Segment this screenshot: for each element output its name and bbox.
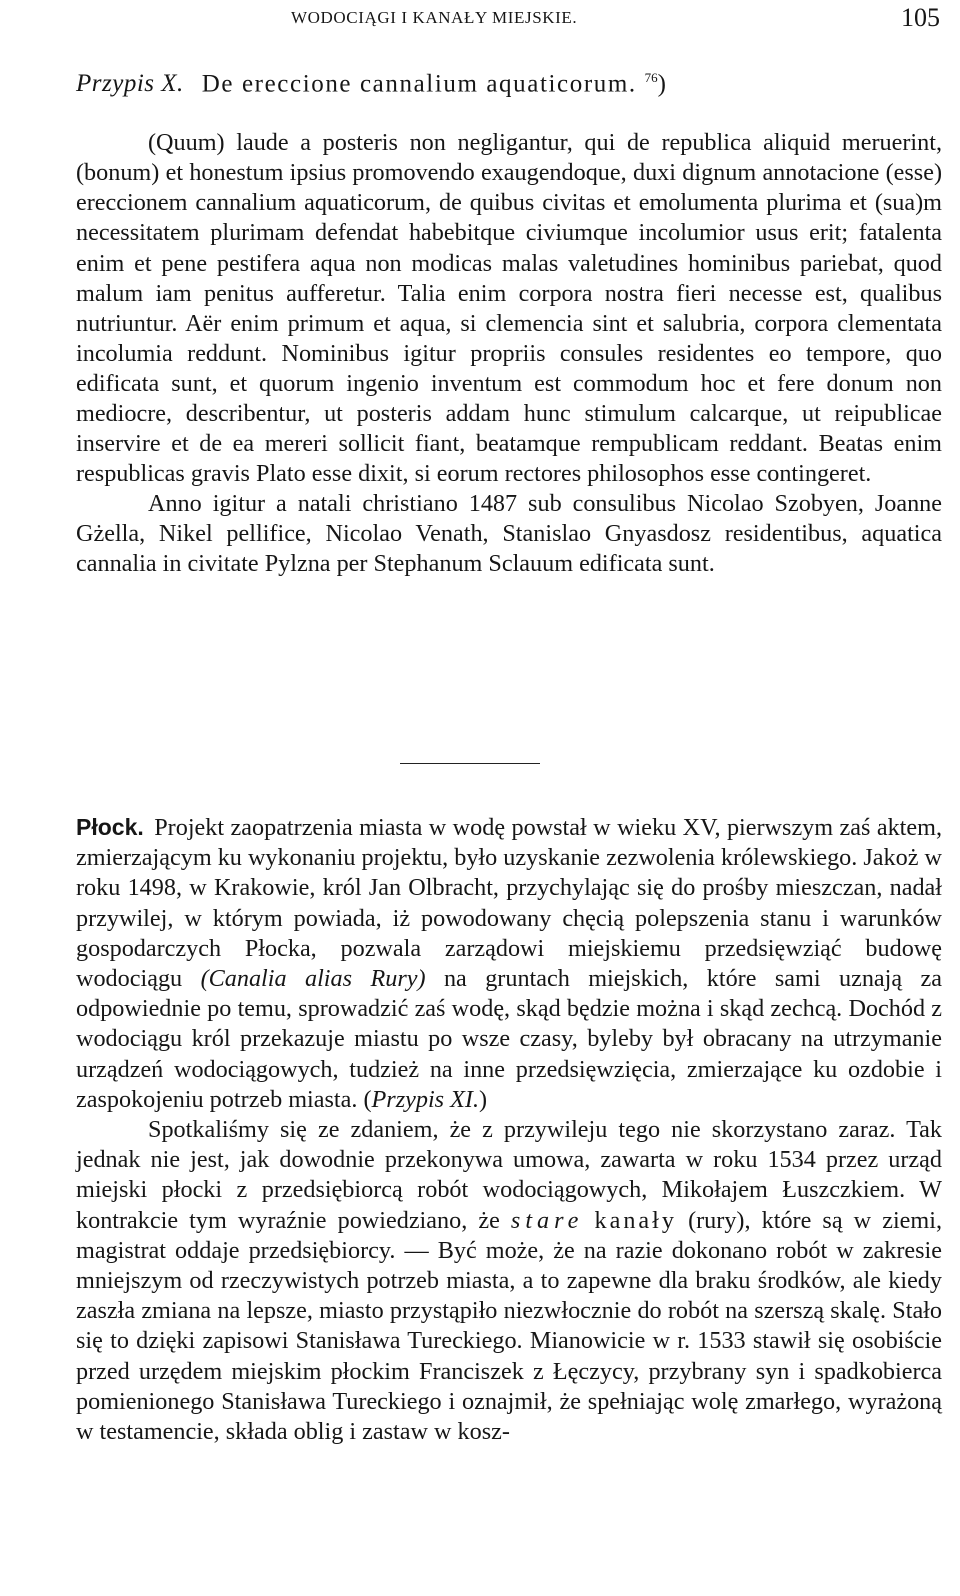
appendix-title: De ereccione cannalium aquaticorum. [201,70,637,98]
text-run: na gruntach miejskich, które sami uznają za odpowiednie po temu, sprowadzić zaś wodę, skąd będzie można i skąd zechcą. Dochód z wodociągu król przekazuje miastu po wsze czasy, byleby był obracany na utrzymanie urządzeń wodociągowych, tudzież na inne przedsięwzięcia, zmierzające ku ozdobie i zaspokojeniu potrzeb miasta. ( [76,965,942,1113]
running-head [76,3,942,32]
footnote-paren: ) [657,70,668,98]
text-run: (rury), które są w ziemi, magistrat oddaje przedsiębiorcy. — Być może, że na razie dokonano robót w zakresie mniejszym od rzeczywistych potrzeb miasta, a to zapewne dla braku środków, ale kiedy zaszła zmiana na lepsze, miasto przystąpiło niezwłocznie do robót na szerszą skalę. Stało się to dzięki zapisowi Stanisława Tureckiego. Mianowicie w r. 1533 stawił się osobiście przed urzędem miejskim płockim Franciszek z Łęczycy, przybrany syn i spadkobierca pomienionego Stanisława Tureckiego i oznajmił, że spełniając wolę zmarłego, wyrażoną w testamencie, składa oblig i zastaw w kosz- [76,1206,942,1446]
appendix-text [76,128,942,579]
spaced-term: kanały [594,1206,677,1234]
section-text [76,812,942,1447]
text-run: ) [479,1085,488,1113]
place-heading: Płock. [76,814,144,840]
section-plock [76,812,942,1447]
spaced-term: stare [510,1206,584,1234]
page-number: 105 [901,3,940,32]
text-run: Projekt zaopatrzenia miasta w wodę powstał w wieku XV, pierwszym zaś aktem, zmierzającym ku wykonaniu projektu, było uzyskanie zezwolenia królewskiego. Jakoż w roku 1498, w Krakowie, król Jan Olbracht, przychylając się do prośby mieszczan, nadał przywilej, w którym powiada, iż powodowany chęcią polepszenia stanu i warunków gospodarczych Płocka, pozwala zarządowi miejskiemu przedsięwziąć budowę wodociągu [76,814,942,993]
text-run: Spotkaliśmy się ze zdaniem, że z przywileju tego nie skorzystano zaraz. Tak jednak nie jest, jak dowodnie przekonywa umowa, zawarta w roku 1534 przez urząd miejski płocki z przedsiębiorcą robót wodociągowych, Mikołajem Łuszczkiem. W kontrakcie tym wyraźnie powiedziano, że [76,1116,942,1234]
footnote-ref: 76 [644,70,658,85]
cross-reference: Przypis XI. [371,1085,480,1113]
appendix-x [76,62,942,579]
appendix-paragraph: (Quum) laude a posteris non negligantur, qui de republica aliquid meruerint, (bonum) et honestum ipsius promovendo exaugendoque, duxi dignum annotacione (esse) ereccionem cannalium aquaticorum, de quibus civitas et emolumenta plurima et (sua)m necessitatem plurimam defendat habebitque civiumque incolumior usus erit; fatalenta enim et pene pestifera aqua non modicas malas valetudines hominibus pariebat, quod malum iam penitus aufferetur. Talia enim corpora nostra fieri necesse est, qualibus nutriuntur. Aër enim primum et aqua, si clemencia sint et salubria, corpora clementata incolumia reddunt. Nominibus igitur propriis consules residentes eo tempore, quo edificata sunt, et quorum ingenio inventum est commodum hoc et fere donum non mediocre, describentur, ut posteris addam hunc stimulum calcarque, ut reipublicae inservire et de ea mereri sollicit fiant, beatamque rempublicam reddant. Beatas enim respublicas gravis Plato esse dixit, si eorum rectores philosophos esse contingeret. [76,129,942,487]
appendix-label: Przypis X. [76,70,184,98]
running-head-title: WODOCIĄGI I KANAŁY MIEJSKIE. [291,8,578,27]
section-paragraph [76,1115,942,1447]
appendix-heading [76,62,942,100]
section-divider [400,763,540,764]
section-paragraph [76,812,942,1115]
italic-term: (Canalia alias Rury) [200,965,426,993]
appendix-paragraph: Anno igitur a natali christiano 1487 sub consulibus Nicolao Szobyen, Joanne Gżella, Nikel pellifice, Nicolao Venath, Stanislao Gnyasdosz residentibus, aquatica cannalia in civitate Pylzna per Stephanum Sclauum edificata sunt. [76,489,942,577]
